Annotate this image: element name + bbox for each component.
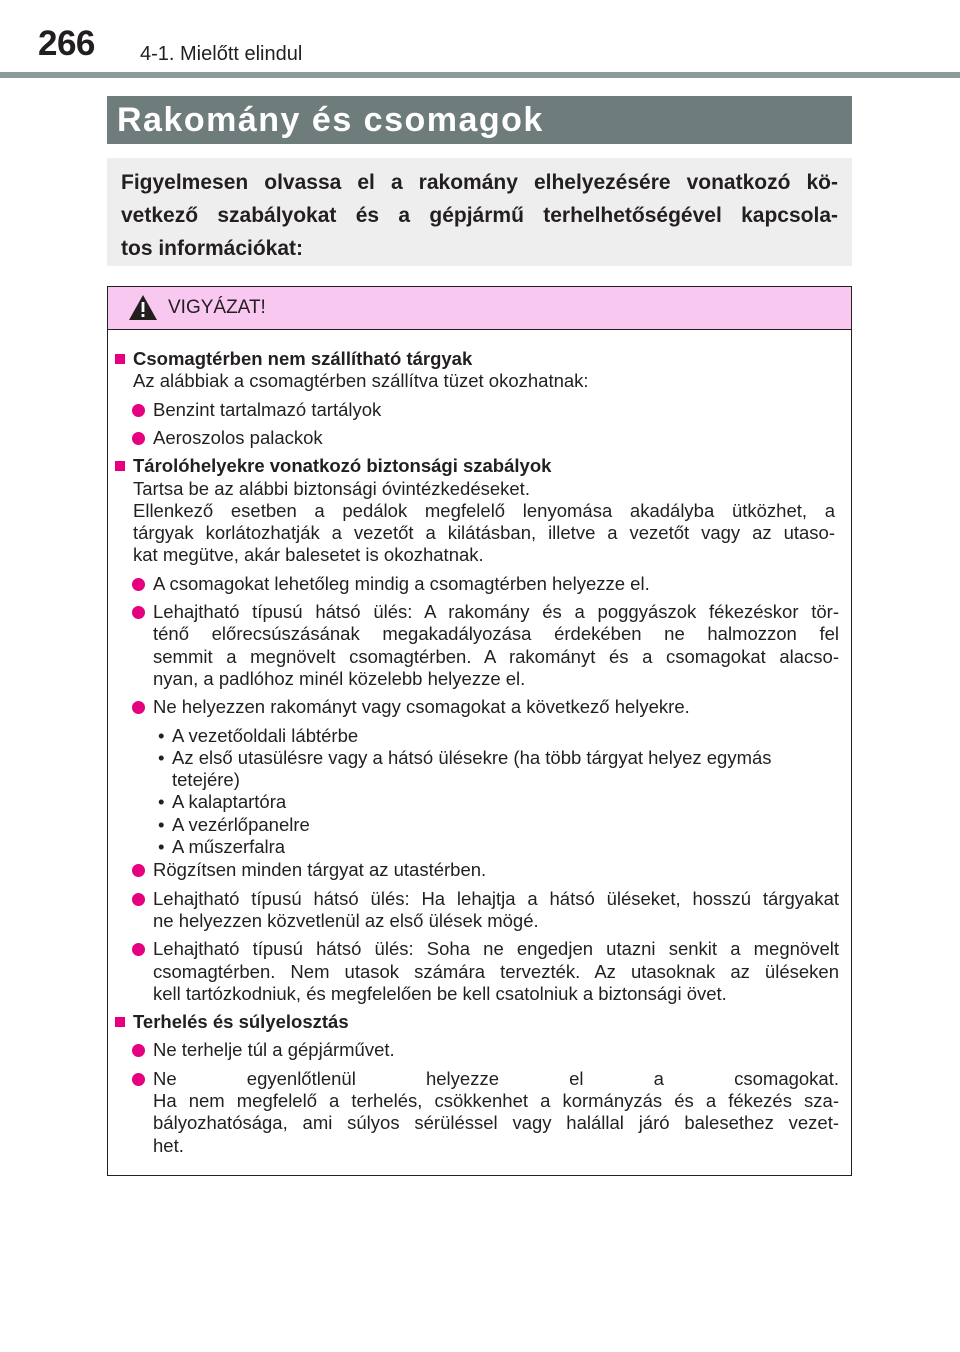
body-line: Ellenkező esetben a pedálok megfelelő lenyomása akadályba ütközhet, a xyxy=(133,499,835,521)
warning-box xyxy=(107,286,852,1176)
page-header xyxy=(0,0,960,80)
page-number: 266 xyxy=(38,24,95,63)
warning-header xyxy=(108,287,851,330)
sub-bullet: • xyxy=(158,791,165,813)
item-line: csomagtérben. Nem utasok számára tervezték. Az utasoknak az üléseken xyxy=(153,960,839,982)
sub-item-line: A kalaptartóra xyxy=(172,791,287,813)
bullet-dot xyxy=(132,943,145,956)
bullet-dot xyxy=(132,404,145,417)
item-line: ténő előrecsúszásának megakadályozása érdekében ne halmozzon fel xyxy=(153,623,839,645)
body-line: Tartsa be az alábbi biztonsági óvintézkedéseket. xyxy=(133,477,530,499)
section-marker xyxy=(115,354,125,364)
item-line: nyan, a padlóhoz minél közelebb helyezze el. xyxy=(153,667,526,689)
body-line: kat megütve, akár balesetet is okozhatnak. xyxy=(133,544,484,566)
item-line: Ne terhelje túl a gépjárművet. xyxy=(153,1039,395,1061)
item-line: ne helyezzen közvetlenül az első ülések mögé. xyxy=(153,909,539,931)
sub-item-line: A vezetőoldali lábtérbe xyxy=(172,724,359,746)
section-marker xyxy=(115,461,125,471)
sub-item-line: A vezérlőpanelre xyxy=(172,813,310,835)
item-line: Ha nem megfelelő a terhelés, csökkenhet a kormányzás és a fékezés sza- xyxy=(153,1090,839,1111)
sub-bullet: • xyxy=(158,813,165,835)
item-line: A csomagokat lehetőleg mindig a csomagtérben helyezze el. xyxy=(153,572,650,594)
section-heading: Terhelés és súlyelosztás xyxy=(133,1011,349,1033)
header-rule xyxy=(0,72,960,78)
section-heading: Csomagtérben nem szállítható tárgyak xyxy=(133,348,473,369)
item-line: kell tartózkodniuk, és megfelelően be kell csatolniuk a biztonsági övet. xyxy=(153,982,727,1004)
bullet-dot xyxy=(132,864,145,877)
intro-box xyxy=(107,158,852,266)
page-title: Rakomány és csomagok xyxy=(117,101,544,139)
sub-bullet: • xyxy=(158,836,165,857)
section-name: 4-1. Mielőtt elindul xyxy=(140,43,303,65)
item-line: Ne helyezzen rakományt vagy csomagokat a következő helyekre. xyxy=(153,696,690,718)
bullet-dot xyxy=(132,432,145,445)
item-line: Lehajtható típusú hátsó ülés: A rakomány és a poggyászok fékezéskor tör- xyxy=(153,601,839,622)
section-marker xyxy=(115,1017,125,1027)
item-line: bályozhatósága, ami súlyos sérüléssel vagy halállal járó balesethez vezet- xyxy=(153,1112,839,1134)
sub-bullet: • xyxy=(158,746,165,768)
sub-item-line: Az első utasülésre vagy a hátsó ülésekre (ha több tárgyat helyez egymás xyxy=(172,746,772,768)
body-line: tárgyak korlátozhatják a vezetőt a kilátásban, illetve a vezetőt vagy az utaso- xyxy=(133,522,835,544)
bullet-dot xyxy=(132,606,145,619)
warning-triangle-icon xyxy=(128,294,158,321)
intro-line-1: vetkező szabályokat és a gépjármű terhelhetőségével kapcsola- xyxy=(121,204,838,227)
item-line: Lehajtható típusú hátsó ülés: Soha ne engedjen utazni senkit a megnövelt xyxy=(153,938,839,960)
intro-line-0: Figyelmesen olvassa el a rakomány elhelyezésére vonatkozó kö- xyxy=(121,171,838,194)
bullet-dot xyxy=(132,893,145,906)
item-line: semmit a megnövelt csomagtérben. A rakományt és a csomagokat alacso- xyxy=(153,645,839,667)
item-line: Ne egyenlőtlenül helyezze el a csomagokat. xyxy=(153,1067,839,1089)
bullet-dot xyxy=(132,701,145,714)
sub-item-line: tetejére) xyxy=(172,769,240,791)
item-line: Benzint tartalmazó tartályok xyxy=(153,398,382,420)
sub-item-line: A műszerfalra xyxy=(172,836,286,857)
item-line: Aeroszolos palackok xyxy=(153,426,323,448)
bullet-dot xyxy=(132,578,145,591)
item-line: Rögzítsen minden tárgyat az utastérben. xyxy=(153,859,487,881)
bullet-dot xyxy=(132,1044,145,1057)
item-line: het. xyxy=(153,1134,184,1156)
warning-title: VIGYÁZAT! xyxy=(168,297,266,318)
bullet-dot xyxy=(132,1073,145,1086)
sub-bullet: • xyxy=(158,724,165,746)
intro-line-2: tos információkat: xyxy=(121,237,304,260)
item-line: Lehajtható típusú hátsó ülés: Ha lehajtja a hátsó üléseket, hosszú tárgyakat xyxy=(153,887,839,909)
title-bar xyxy=(107,96,852,144)
section-heading: Tárolóhelyekre vonatkozó biztonsági szabályok xyxy=(133,455,552,477)
body-line: Az alábbiak a csomagtérben szállítva tüzet okozhatnak: xyxy=(133,370,589,392)
